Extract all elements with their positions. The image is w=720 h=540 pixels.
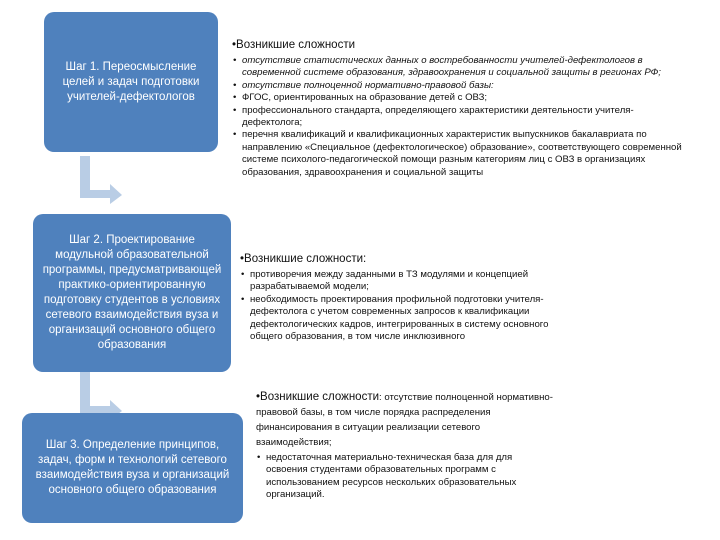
difficulties-heading [240,252,570,267]
step-1-box [44,12,218,152]
difficulties-list [256,452,556,502]
difficulties-list [232,55,692,179]
list-item: • профессионального стандарта, определяющего характеристики деятельности учителя-дефектолога; [232,105,692,130]
difficulties-heading [256,390,556,450]
difficulties-block-3 [256,390,556,502]
list-item: • перечня квалификаций и квалификационных характеристик выпускников бакалавриата по направлению «Специальное (дефектологическое) образование», соответствующего современной системе психолого-педагогической помощи разным категориям лиц с ОВЗ в организациях образования, здравоохранения и социальной защиты [232,129,692,179]
list-item: • отсутствие полноценной нормативно-правовой базы: [232,80,692,92]
step-3-text: Шаг 3. Определение принципов, задач, форм и технологий сетевого взаимодействия вуза и организаций основного общего образования [35,439,230,496]
difficulties-block-1 [232,38,692,179]
step-2-text: Шаг 2. Проектирование модульной образовательной программы, предусматривающей практико-ориентированную подготовку студентов в условиях сетевого взаимодействия вуза и организаций основного общего образования [42,234,222,351]
step-2-box [33,214,231,372]
difficulties-list [240,269,570,343]
bent-arrow-icon [76,156,124,204]
heading-suffix: : [363,253,367,265]
difficulties-block-2 [240,252,570,343]
list-item: • недостаточная материально-техническая база для для освоения студентами образовательных программ с использованием ресурсов нескольких образовательных организаций. [256,452,556,502]
list-item: • отсутствие статистических данных о востребованности учителей-дефектологов в современной системе образования, здравоохранения и социальной защиты в регионах РФ; [232,55,692,80]
list-item: • необходимость проектирования профильной подготовки учителя-дефектолога с учетом современных запросов к квалификации дефектологических кадров, интегрированных в систему основного общего образования, в том числе инклюзивного [240,294,570,344]
step-3-box [22,413,243,523]
heading-text: Возникшие сложности [244,253,364,265]
list-item: • противоречия между заданными в ТЗ модулями и концепцией разрабатываемой модели; [240,269,570,294]
step-1-text: Шаг 1. Переосмысление целей и задач подготовки учителей-дефектологов [62,60,200,103]
heading-text: Возникшие сложности [260,391,380,403]
list-item: • ФГОС, ориентированных на образование детей с ОВЗ; [232,92,692,104]
heading-text: Возникшие сложности [236,39,356,51]
heading-suffix: : отсутствие полноценной нормативно-правовой базы, в том числе порядка распределения финансирования в ситуации реализации сетевого взаимодействия; [256,392,553,448]
difficulties-heading [232,38,692,53]
